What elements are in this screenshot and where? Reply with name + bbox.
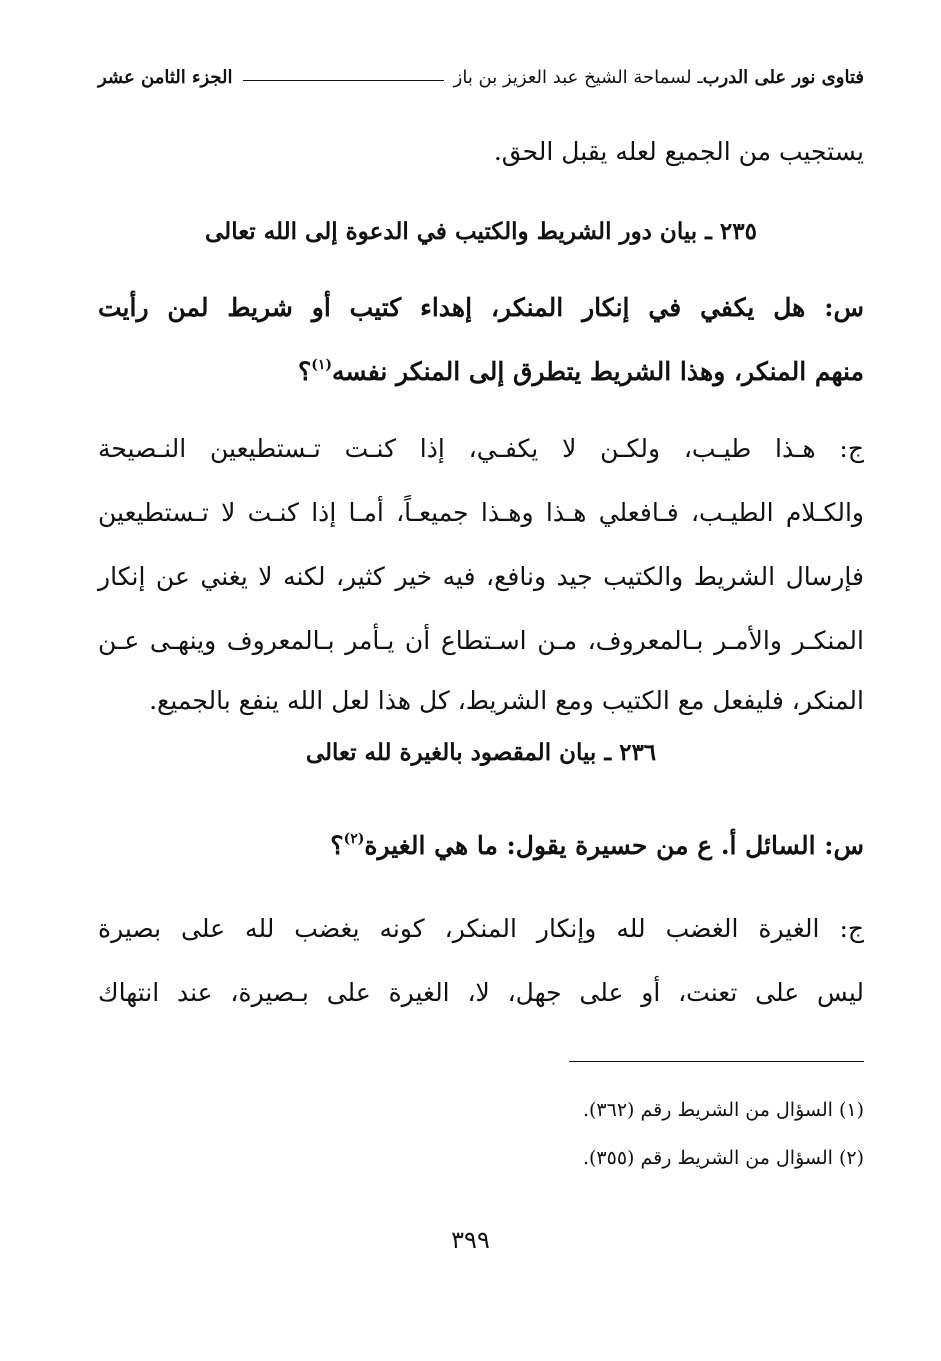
- footnote-separator: [569, 1061, 864, 1062]
- book-title: فتاوى نور على الدرب: [702, 67, 864, 88]
- page-number: ٣٩٩: [451, 1226, 490, 1254]
- answer-235-line-3: فإرسال الشريط والكتيب جيد ونافع، فيه خير كثير، لكنه لا يغني عن إنكار: [98, 562, 864, 591]
- section-235-heading: ٢٣٥ ـ بيان دور الشريط والكتيب في الدعوة إلى الله تعالى: [205, 218, 757, 245]
- question-mark: ؟: [297, 357, 312, 386]
- question-235-line-1: س: هل يكفي في إنكار المنكر، إهداء كتيب أو شريط لمن رأيت: [98, 293, 864, 322]
- answer-236-line-2: ليس على تعنت، أو على جهل، لا، الغيرة على بـصيرة، عند انتهاك: [98, 978, 864, 1007]
- question-236-text: س: السائل أ. ع من حسيرة يقول: ما هي الغيرة: [364, 831, 864, 860]
- question-236: [98, 814, 864, 878]
- footnote-ref-2: (٢): [343, 830, 365, 847]
- answer-235-line-1: ج: هـذا طيـب، ولكـن لا يكفـي، إذا كنـت تـستطيعين النـصيحة: [98, 434, 864, 463]
- question-mark: ؟: [330, 831, 344, 860]
- header-title-group: [454, 60, 864, 96]
- intro-line: يستجيب من الجميع لعله يقبل الحق.: [493, 137, 864, 166]
- answer-236-line-1: ج: الغيرة الغضب لله وإنكار المنكر، كونه يغضب لله على بصيرة: [98, 914, 864, 943]
- question-235-line-2: [98, 340, 864, 404]
- header-rule: [243, 80, 444, 81]
- running-header: [98, 60, 864, 96]
- volume-label: الجزء الثامن عشر: [98, 67, 233, 88]
- footnote-ref-1: (١): [311, 356, 332, 373]
- footnote-1: (١) السؤال من الشريط رقم (٣٦٢).: [582, 1099, 864, 1121]
- section-236-heading: ٢٣٦ ـ بيان المقصود بالغيرة لله تعالى: [305, 739, 657, 766]
- question-235-line-2-text: منهم المنكر، وهذا الشريط يتطرق إلى المنكر نفسه: [332, 357, 864, 386]
- author-name: ـ لسماحة الشيخ عبد العزيز بن باز: [453, 67, 703, 88]
- answer-235-line-5: المنكر، فليفعل مع الكتيب ومع الشريط، كل هذا لعل الله ينفع بالجميع.: [149, 686, 864, 715]
- footnote-2: (٢) السؤال من الشريط رقم (٣٥٥).: [582, 1147, 864, 1169]
- answer-235-line-2: والكـلام الطيـب، فـافعلي هـذا وهـذا جميعـاً، أمـا إذا كنـت لا تـستطيعين: [98, 498, 864, 527]
- answer-235-line-4: المنكـر والأمـر بـالمعروف، مـن اسـتطاع أن يـأمر بـالمعروف وينهـى عـن: [98, 626, 864, 655]
